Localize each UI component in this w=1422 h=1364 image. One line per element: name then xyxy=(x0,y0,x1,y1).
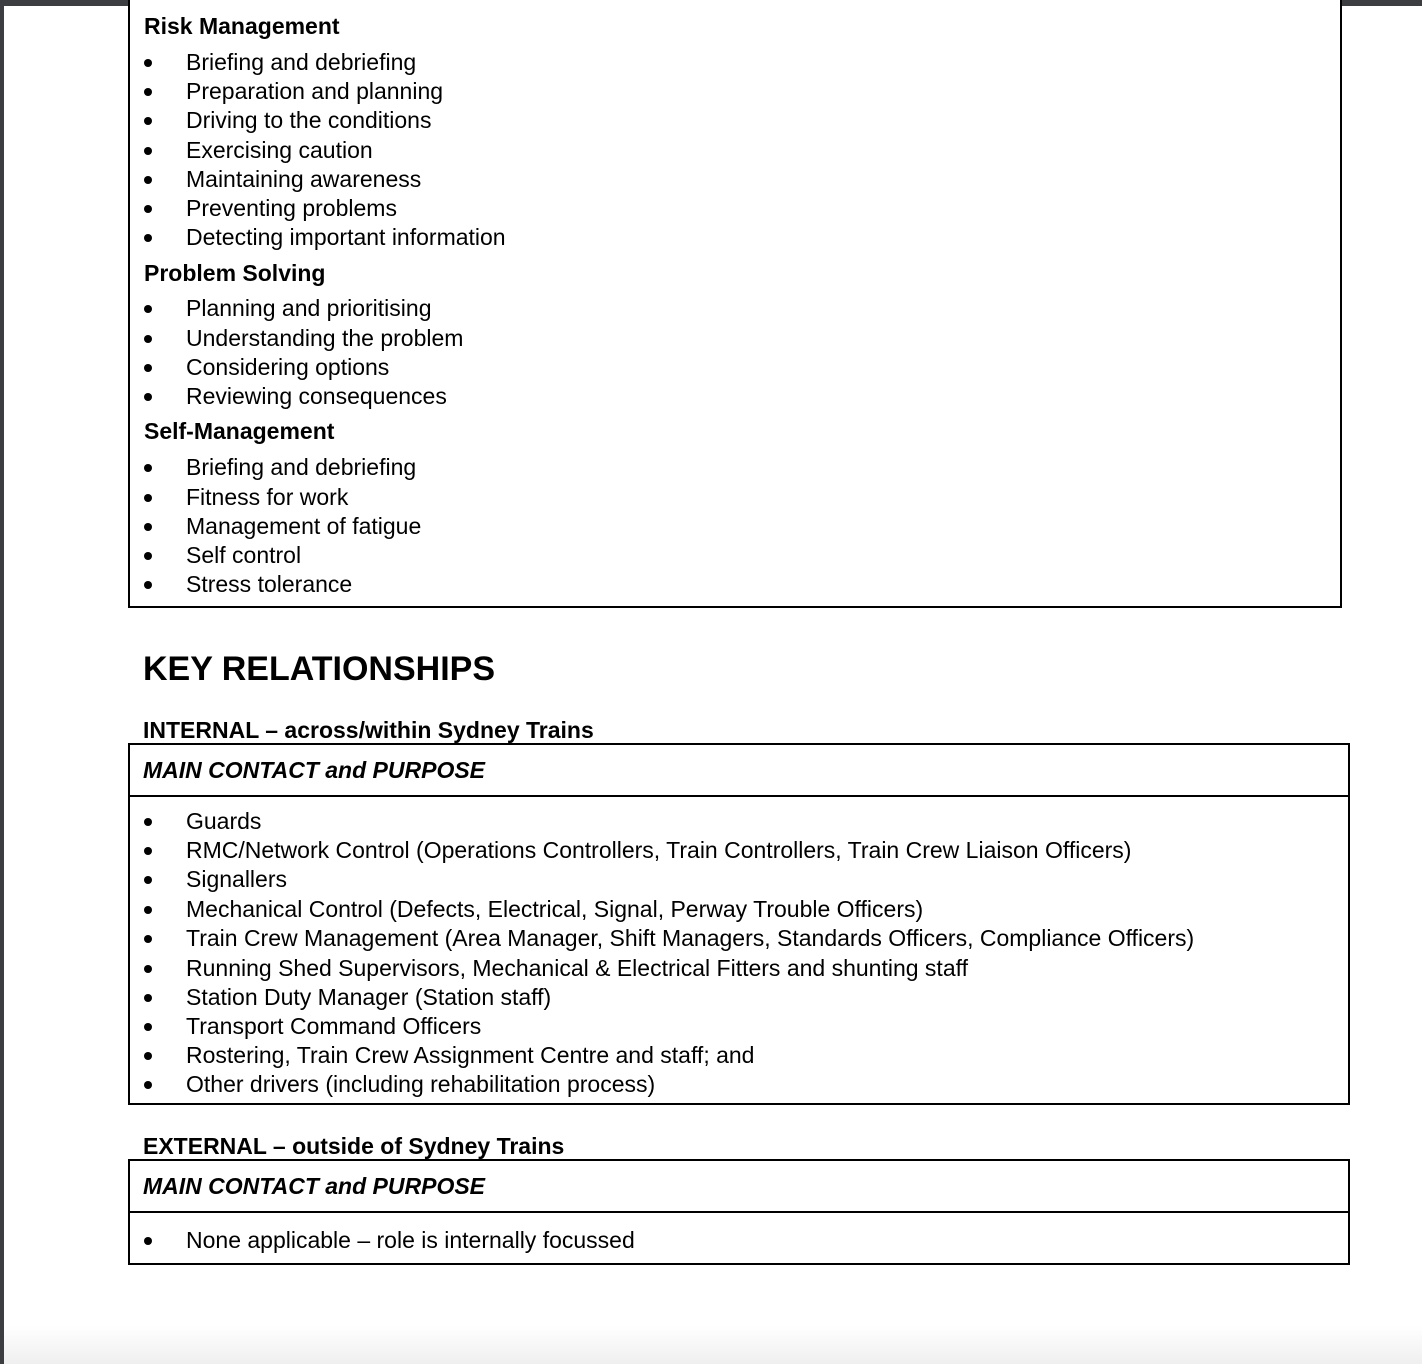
table-header-text: MAIN CONTACT and PURPOSE xyxy=(143,757,486,783)
bullet-icon xyxy=(144,581,152,589)
external-contacts-table: MAIN CONTACT and PURPOSE None applicable – role is internally focussed xyxy=(128,1159,1350,1265)
section-heading-self-management: Self-Management xyxy=(144,418,335,444)
bullet-icon xyxy=(144,523,152,531)
bullet-icon xyxy=(144,876,152,884)
bullet-icon xyxy=(144,464,152,472)
bullet-icon xyxy=(144,335,152,343)
bullet-icon xyxy=(144,305,152,313)
bullet-icon xyxy=(144,88,152,96)
bullet-icon xyxy=(144,965,152,973)
bullet-icon xyxy=(144,205,152,213)
bullet-icon xyxy=(144,1023,152,1031)
bullet-icon xyxy=(144,935,152,943)
bullet-icon xyxy=(144,176,152,184)
bullet-icon xyxy=(144,393,152,401)
capabilities-box: Risk Management Briefing and debriefing Preparation and planning Driving to the conditions Exercising caution Maintaining awareness Preventing problems Detecting important information Problem Solving Planning and prioritising Understanding the problem Considering options Reviewing consequences Self-Management Briefing and debriefing Fitness for work Management of fatigue Self control Stress tolerance xyxy=(128,0,1342,608)
key-relationships-title: KEY RELATIONSHIPS xyxy=(143,650,496,688)
bullet-icon xyxy=(144,818,152,826)
bullet-icon xyxy=(144,1081,152,1089)
table-header-text: MAIN CONTACT and PURPOSE xyxy=(143,1173,486,1199)
external-heading: EXTERNAL – outside of Sydney Trains xyxy=(143,1133,565,1159)
bullet-icon xyxy=(144,552,152,560)
bullet-icon xyxy=(144,147,152,155)
section-heading-risk-management: Risk Management xyxy=(144,13,340,39)
internal-heading: INTERNAL – across/within Sydney Trains xyxy=(143,717,594,743)
viewer-left-edge xyxy=(0,0,4,1364)
bullet-icon xyxy=(144,59,152,67)
internal-contacts-table: MAIN CONTACT and PURPOSE Guards RMC/Network Control (Operations Controllers, Train Controllers, Train Crew Liaison Officers) Signallers Mechanical Control (Defects, Electrical, Signal, Perway Trouble Officers) Train Crew Management (Area Manager, Shift Managers, Standards Officers, Compliance Officers) Running Shed Supervisors, Mechanical & Electrical Fitters and shunting staff Station Duty Manager (Station staff) Transport Command Officers Rostering, Train Crew Assignment Centre and staff; and Other drivers (including rehabilitation process) xyxy=(128,743,1350,1105)
bullet-icon xyxy=(144,906,152,914)
section-heading-problem-solving: Problem Solving xyxy=(144,260,326,286)
bullet-icon xyxy=(144,1237,152,1245)
bullet-icon xyxy=(144,994,152,1002)
bullet-icon xyxy=(144,364,152,372)
bullet-icon xyxy=(144,117,152,125)
table-header xyxy=(130,1161,1348,1213)
bullet-icon xyxy=(144,234,152,242)
bullet-icon xyxy=(144,1052,152,1060)
bullet-icon xyxy=(144,494,152,502)
bullet-icon xyxy=(144,847,152,855)
table-header xyxy=(130,745,1348,797)
viewer-bottom-shade xyxy=(4,1326,1422,1364)
